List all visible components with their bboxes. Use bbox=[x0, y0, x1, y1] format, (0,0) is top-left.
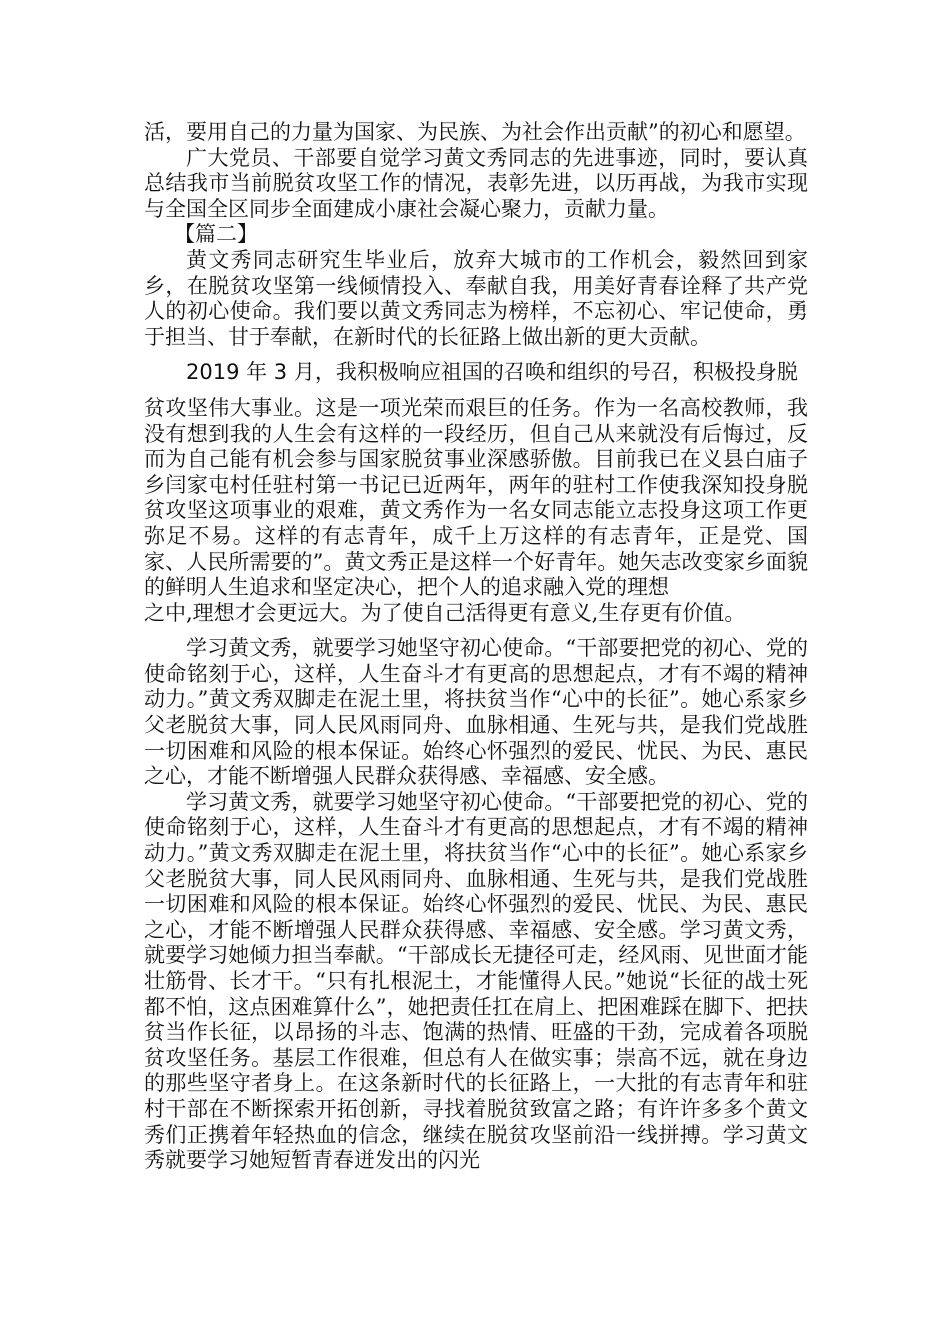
paragraph-ideal: 之中,理想才会更远大。为了使自己活得更有意义,生存更有价值。 bbox=[144, 600, 746, 625]
paragraph-summary: 广大党员、干部要自觉学习黄文秀同志的先进事迹，同时，要认真总结我市当前脱贫攻坚工作的情况，表彰先进，以历再战，为我市实现与全国全区同步全面建成小康社会凝心聚力，贡献力量。 bbox=[144, 145, 808, 221]
paragraph-mission-2: 学习黄文秀，就要学习她坚守初心使命。“干部要把党的初心、党的使命铭刻于心，这样，人生奋斗才有更高的思想起点，才有不竭的精神动力。”黄文秀双脚走在泥土里，将扶贫当作“心中的长征”。她心系家乡父老脱贫大事，同人民风雨同舟、血脉相通、生死与共，是我们党战胜一切困难和风险的根本保证。始终心怀强烈的爱民、忧民、为民、惠民之心，才能不断增强人民群众获得感、幸福感、安全感。学习黄文秀，就要学习她倾力担当奉献。“干部成长无捷径可走，经风雨、见世面才能壮筋骨、长才干。“只有扎根泥土，才能懂得人民。”她说“长征的战士死都不怕，这点困难算什么”，她把责任扛在肩上、把困难踩在脚下、把扶贫当作长征，以昂扬的斗志、饱满的热情、旺盛的干劲，完成着各项脱贫攻坚任务。基层工作很难，但总有人在做实事；崇高不远，就在身边的那些坚守者身上。在这条新时代的长征路上，一大批的有志青年和驻村干部在不断探索开拓创新，寻找着脱贫致富之路；有许许多多个黄文秀们正携着年轻热血的信念，继续在脱贫攻坚前沿一线拼搏。学习黄文秀就要学习她短暂青春迸发出的闪光 bbox=[144, 789, 808, 1173]
paragraph-date-line: 2019 年 3 月，我积极响应祖国的召唤和组织的号召，积极投身脱 bbox=[186, 360, 798, 385]
paragraph-intro: 黄文秀同志研究生毕业后，放弃大城市的工作机会，毅然回到家乡，在脱贫攻坚第一线倾情投入、奉献自我，用美好青春诠释了共产党人的初心使命。我们要以黄文秀同志为榜样，不忘初心、牢记使命，勇于担当、甘于奉献，在新时代的长征路上做出新的更大贡献。 bbox=[144, 247, 808, 349]
paragraph-continuation: 活，要用自己的力量为国家、为民族、为社会作出贡献”的初心和愿望。 bbox=[144, 120, 806, 144]
paragraph-experience: 贫攻坚伟大事业。这是一项光荣而艰巨的任务。作为一名高校教师，我没有想到我的人生会有这样的一段经历，但自己从来就没有后悔过，反而为自己能有机会参与国家脱贫事业深感骄傲。目前我已在义县白庙子乡闫家屯村任驻村第一书记已近两年，两年的驻村工作使我深知投身脱贫攻坚这项事业的艰难，黄文秀作为一名女同志能立志投身这项工作更弥足不易。这样的有志青年，成千上万这样的有志青年，正是党、国家、人民所需要的”。黄文秀正是这样一个好青年。她矢志改变家乡面貌的鲜明人生追求和坚定决心，把个人的追求融入党的理想 bbox=[144, 395, 808, 600]
document-page bbox=[144, 120, 808, 1174]
section-heading: 【篇二】 bbox=[174, 222, 258, 247]
paragraph-mission-1: 学习黄文秀，就要学习她坚守初心使命。“干部要把党的初心、党的使命铭刻于心，这样，人生奋斗才有更高的思想起点，才有不竭的精神动力。”黄文秀双脚走在泥土里，将扶贫当作“心中的长征”。她心系家乡父老脱贫大事，同人民风雨同舟、血脉相通、生死与共，是我们党战胜一切困难和风险的根本保证。始终心怀强烈的爱民、忧民、为民、惠民之心，才能不断增强人民群众获得感、幸福感、安全感。 bbox=[144, 636, 808, 789]
